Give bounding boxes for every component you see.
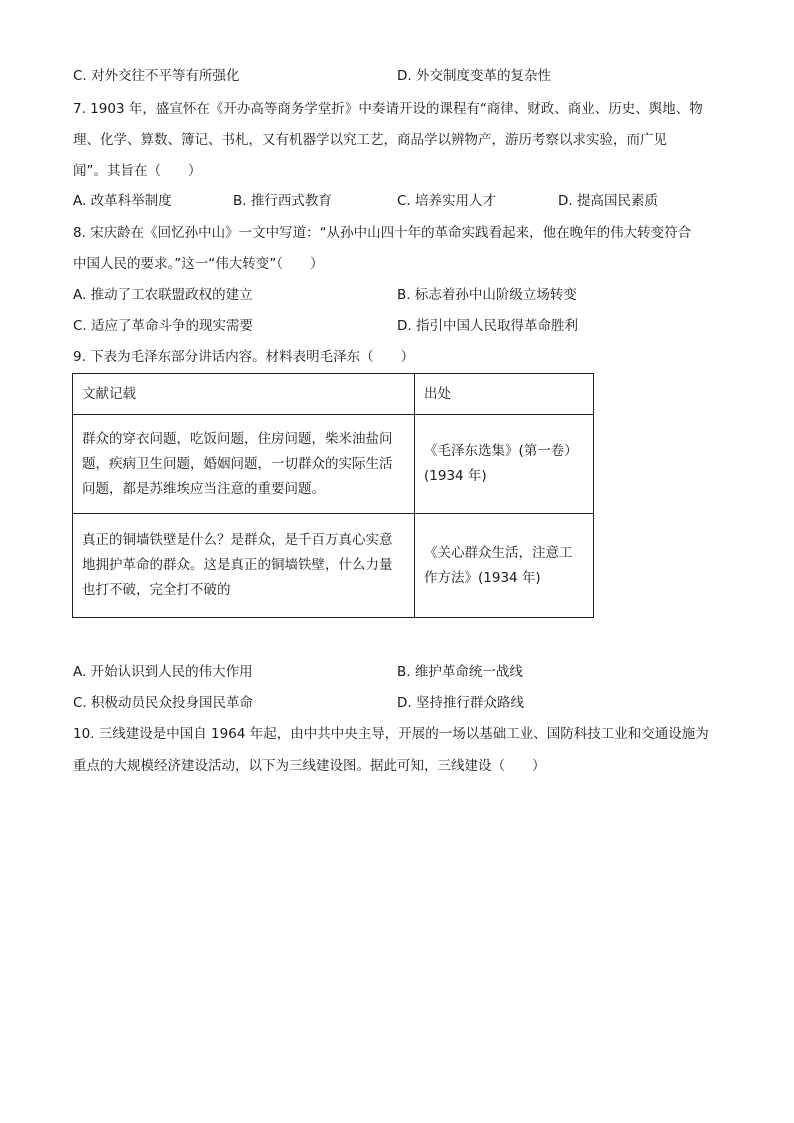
table-row bbox=[73, 514, 594, 618]
q9-option-c: C. 积极动员民众投身国民革命 bbox=[73, 695, 254, 711]
table-row bbox=[73, 415, 594, 514]
table-cell-record: 真正的铜墙铁壁是什么？是群众，是千百万真心实意地拥护革命的群众。这是真正的铜墙铁壁，什么力量也打不破，完全打不破的 bbox=[73, 514, 415, 618]
q8-option-a: A. 推动了工农联盟政权的建立 bbox=[73, 287, 253, 303]
q9-stem: 9. 下表为毛泽东部分讲话内容。材料表明毛泽东（ ） bbox=[73, 349, 415, 365]
table-cell-record: 群众的穿衣问题，吃饭问题，住房问题，柴米油盐问题，疾病卫生问题，婚姻问题，一切群众的实际生活问题，都是苏维埃应当注意的重要问题。 bbox=[73, 415, 415, 514]
table-cell-source: 《毛泽东选集》(第一卷）(1934 年) bbox=[415, 415, 594, 514]
q6-option-d: D. 外交制度变革的复杂性 bbox=[397, 68, 551, 84]
table-cell-source: 《关心群众生活，注意工作方法》(1934 年) bbox=[415, 514, 594, 618]
q7-option-a: A. 改革科举制度 bbox=[73, 193, 172, 209]
q6-option-c: C. 对外交往不平等有所强化 bbox=[73, 68, 240, 84]
q8-option-b: B. 标志着孙中山阶级立场转变 bbox=[397, 287, 577, 303]
q10-stem-line2: 重点的大规模经济建设活动，以下为三线建设图。据此可知，三线建设（ ） bbox=[73, 758, 546, 774]
table-header-record: 文献记载 bbox=[73, 374, 415, 415]
q7-stem-line3: 闻”。其旨在（ ） bbox=[73, 163, 202, 179]
q8-stem-line2: 中国人民的要求。”这一“伟大转变”（ ） bbox=[73, 256, 324, 272]
q9-option-a: A. 开始认识到人民的伟大作用 bbox=[73, 664, 253, 680]
q7-stem-line1: 7. 1903 年，盛宣怀在《开办高等商务学堂折》中奏请开设的课程有“商律、财政、商业、历史、舆地、物 bbox=[73, 101, 703, 117]
table-header-source: 出处 bbox=[415, 374, 594, 415]
q7-option-b: B. 推行西式教育 bbox=[233, 193, 332, 209]
q7-option-d: D. 提高国民素质 bbox=[558, 193, 658, 209]
q7-option-c: C. 培养实用人才 bbox=[397, 193, 497, 209]
q9-option-d: D. 坚持推行群众路线 bbox=[397, 695, 524, 711]
q10-stem-line1: 10. 三线建设是中国自 1964 年起，由中共中央主导，开展的一场以基础工业、国防科技工业和交通设施为 bbox=[73, 726, 709, 742]
q7-stem-line2: 理、化学、算数、簿记、书札，又有机器学以究工艺，商品学以辨物产，游历考察以求实验，而广见 bbox=[73, 132, 667, 148]
q8-stem-line1: 8. 宋庆龄在《回忆孙中山》一文中写道：“从孙中山四十年的革命实践看起来，他在晚年的伟大转变符合 bbox=[73, 225, 692, 241]
q9-option-b: B. 维护革命统一战线 bbox=[397, 664, 523, 680]
q9-table bbox=[72, 373, 594, 618]
q8-option-c: C. 适应了革命斗争的现实需要 bbox=[73, 318, 254, 334]
q8-option-d: D. 指引中国人民取得革命胜利 bbox=[397, 318, 578, 334]
table-header-row bbox=[73, 374, 594, 415]
